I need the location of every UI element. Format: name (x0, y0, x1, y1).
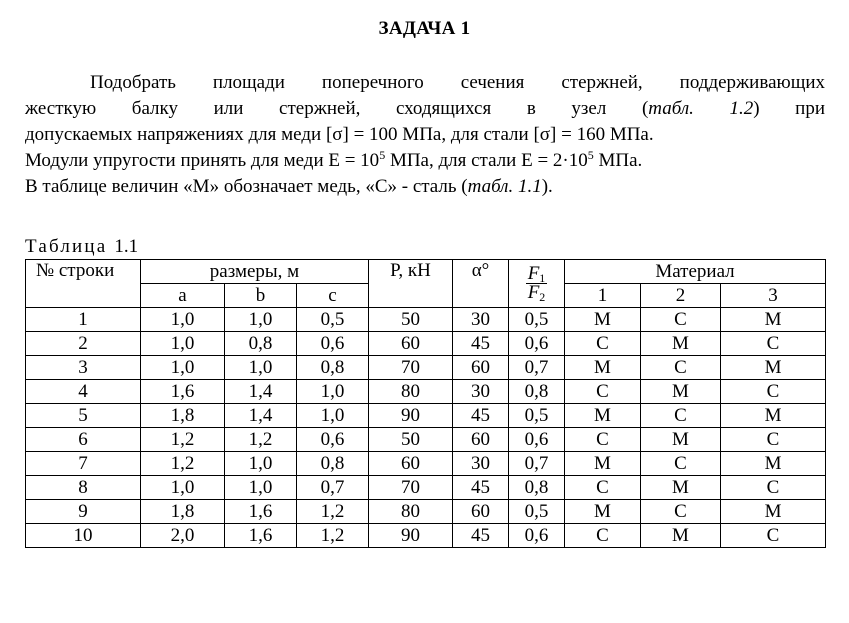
header-angle: α° (453, 260, 509, 308)
table-row (26, 308, 826, 332)
header-row-number: № строки (26, 260, 141, 308)
cell-force: 50 (369, 308, 453, 332)
cell-dim-a: 1,6 (141, 380, 225, 404)
data-table (25, 259, 826, 548)
cell-force: 70 (369, 356, 453, 380)
cell-force: 60 (369, 332, 453, 356)
cell-row-number: 5 (26, 404, 141, 428)
cell-angle: 30 (453, 308, 509, 332)
header-dimensions: размеры, м (141, 260, 369, 284)
cell-dim-a: 1,2 (141, 452, 225, 476)
table-row (26, 476, 826, 500)
header-force: Р, кН (369, 260, 453, 308)
cell-angle: 45 (453, 404, 509, 428)
cell-dim-b: 1,0 (225, 452, 297, 476)
cell-area-ratio: 0,5 (509, 308, 565, 332)
header-material: Материал (565, 260, 826, 284)
cell-dim-a: 1,0 (141, 356, 225, 380)
cell-material-3: С (721, 380, 826, 404)
cell-dim-c: 0,6 (297, 428, 369, 452)
exponent-steel: 5 (587, 148, 594, 162)
header-area-ratio (509, 260, 565, 308)
header-material-2: 2 (641, 284, 721, 308)
description-line-2-text: жесткую балку или стержней, сходящихся в узел ( (25, 98, 649, 119)
cell-dim-c: 1,2 (297, 524, 369, 548)
description-line-4-mid: МПа, для стали Е = 2·10 (385, 150, 588, 171)
cell-area-ratio: 0,5 (509, 404, 565, 428)
cell-force: 90 (369, 524, 453, 548)
description-line-5-end: ). (541, 176, 553, 197)
cell-dim-a: 1,0 (141, 308, 225, 332)
cell-material-1: С (565, 332, 641, 356)
table-row (26, 356, 826, 380)
cell-dim-b: 1,6 (225, 500, 297, 524)
cell-material-1: М (565, 404, 641, 428)
table-row (26, 428, 826, 452)
table-caption-word: Таблица (25, 236, 108, 257)
cell-material-3: С (721, 332, 826, 356)
cell-dim-b: 1,2 (225, 428, 297, 452)
cell-material-2: С (641, 500, 721, 524)
cell-angle: 45 (453, 476, 509, 500)
cell-row-number: 10 (26, 524, 141, 548)
cell-material-2: С (641, 308, 721, 332)
description-line-2-end: ) при (753, 98, 825, 119)
cell-force: 70 (369, 476, 453, 500)
cell-dim-c: 0,6 (297, 332, 369, 356)
table-header-row-1 (26, 260, 826, 284)
cell-dim-a: 2,0 (141, 524, 225, 548)
table-caption (25, 236, 138, 258)
cell-row-number: 2 (26, 332, 141, 356)
description-line-4-end: МПа. (593, 150, 643, 171)
cell-dim-c: 0,8 (297, 356, 369, 380)
cell-material-1: М (565, 356, 641, 380)
cell-material-3: М (721, 500, 826, 524)
table-reference-1-2: табл. 1.2 (648, 98, 754, 119)
cell-material-3: М (721, 356, 826, 380)
header-dim-a: a (141, 284, 225, 308)
table-row (26, 404, 826, 428)
cell-area-ratio: 0,6 (509, 524, 565, 548)
cell-dim-b: 1,0 (225, 308, 297, 332)
cell-angle: 30 (453, 452, 509, 476)
cell-row-number: 8 (26, 476, 141, 500)
cell-dim-b: 1,4 (225, 404, 297, 428)
table-row (26, 524, 826, 548)
cell-force: 80 (369, 500, 453, 524)
cell-material-3: С (721, 428, 826, 452)
area-ratio-denominator-index: 2 (539, 290, 546, 304)
area-ratio-denominator (526, 284, 548, 302)
cell-dim-b: 1,0 (225, 476, 297, 500)
cell-force: 60 (369, 452, 453, 476)
cell-material-2: М (641, 428, 721, 452)
cell-material-1: С (565, 428, 641, 452)
cell-row-number: 9 (26, 500, 141, 524)
cell-material-2: С (641, 452, 721, 476)
cell-angle: 60 (453, 356, 509, 380)
cell-dim-a: 1,2 (141, 428, 225, 452)
area-ratio-denominator-letter: F (527, 282, 540, 303)
cell-material-3: М (721, 404, 826, 428)
cell-dim-c: 0,8 (297, 452, 369, 476)
cell-force: 90 (369, 404, 453, 428)
table-reference-1-1: табл. 1.1 (467, 176, 542, 197)
description-line-5 (25, 174, 825, 200)
header-dim-b: b (225, 284, 297, 308)
cell-dim-b: 0,8 (225, 332, 297, 356)
table-caption-number: 1.1 (114, 236, 139, 257)
table-row (26, 380, 826, 404)
cell-area-ratio: 0,7 (509, 356, 565, 380)
cell-row-number: 4 (26, 380, 141, 404)
cell-material-1: М (565, 500, 641, 524)
cell-angle: 60 (453, 428, 509, 452)
cell-dim-b: 1,0 (225, 356, 297, 380)
cell-material-1: М (565, 308, 641, 332)
cell-area-ratio: 0,8 (509, 476, 565, 500)
cell-force: 80 (369, 380, 453, 404)
description-line-4 (25, 148, 825, 174)
area-ratio-numerator-index: 1 (539, 271, 546, 285)
table-body (26, 308, 826, 548)
cell-area-ratio: 0,6 (509, 428, 565, 452)
cell-material-3: М (721, 452, 826, 476)
cell-dim-c: 1,0 (297, 380, 369, 404)
cell-material-1: С (565, 380, 641, 404)
cell-dim-a: 1,8 (141, 500, 225, 524)
cell-angle: 60 (453, 500, 509, 524)
cell-dim-b: 1,6 (225, 524, 297, 548)
cell-force: 50 (369, 428, 453, 452)
cell-dim-c: 1,2 (297, 500, 369, 524)
description-line-5-text: В таблице величин «М» обозначает медь, «С» - сталь ( (25, 176, 468, 197)
cell-material-3: С (721, 524, 826, 548)
description-line-2 (25, 96, 825, 122)
cell-row-number: 6 (26, 428, 141, 452)
cell-dim-b: 1,4 (225, 380, 297, 404)
cell-material-3: С (721, 476, 826, 500)
task-title: ЗАДАЧА 1 (378, 18, 471, 39)
task-description (25, 70, 825, 200)
exponent-copper: 5 (379, 148, 386, 162)
cell-dim-c: 0,7 (297, 476, 369, 500)
cell-row-number: 3 (26, 356, 141, 380)
cell-material-2: С (641, 356, 721, 380)
header-material-3: 3 (721, 284, 826, 308)
cell-dim-c: 1,0 (297, 404, 369, 428)
table-row (26, 452, 826, 476)
description-line-3: допускаемых напряжениях для меди [σ] = 100 МПа, для стали [σ] = 160 МПа. (25, 124, 654, 145)
cell-material-1: С (565, 524, 641, 548)
cell-area-ratio: 0,6 (509, 332, 565, 356)
cell-angle: 30 (453, 380, 509, 404)
cell-material-2: М (641, 524, 721, 548)
cell-dim-a: 1,8 (141, 404, 225, 428)
area-ratio-fraction (526, 265, 548, 302)
cell-row-number: 7 (26, 452, 141, 476)
cell-material-1: С (565, 476, 641, 500)
cell-material-1: М (565, 452, 641, 476)
cell-area-ratio: 0,8 (509, 380, 565, 404)
cell-material-2: С (641, 404, 721, 428)
cell-row-number: 1 (26, 308, 141, 332)
description-line-1: Подобрать площади поперечного сечения стержней, поддерживающих (90, 72, 825, 93)
cell-dim-c: 0,5 (297, 308, 369, 332)
cell-material-2: М (641, 332, 721, 356)
cell-angle: 45 (453, 332, 509, 356)
description-line-4-text: Модули упругости принять для меди Е = 10 (25, 150, 380, 171)
cell-material-2: М (641, 476, 721, 500)
cell-angle: 45 (453, 524, 509, 548)
cell-material-3: М (721, 308, 826, 332)
cell-material-2: М (641, 380, 721, 404)
table-row (26, 500, 826, 524)
cell-dim-a: 1,0 (141, 476, 225, 500)
cell-dim-a: 1,0 (141, 332, 225, 356)
area-ratio-numerator-letter: F (527, 263, 540, 284)
header-dim-c: c (297, 284, 369, 308)
cell-area-ratio: 0,7 (509, 452, 565, 476)
cell-area-ratio: 0,5 (509, 500, 565, 524)
header-material-1: 1 (565, 284, 641, 308)
table-row (26, 332, 826, 356)
